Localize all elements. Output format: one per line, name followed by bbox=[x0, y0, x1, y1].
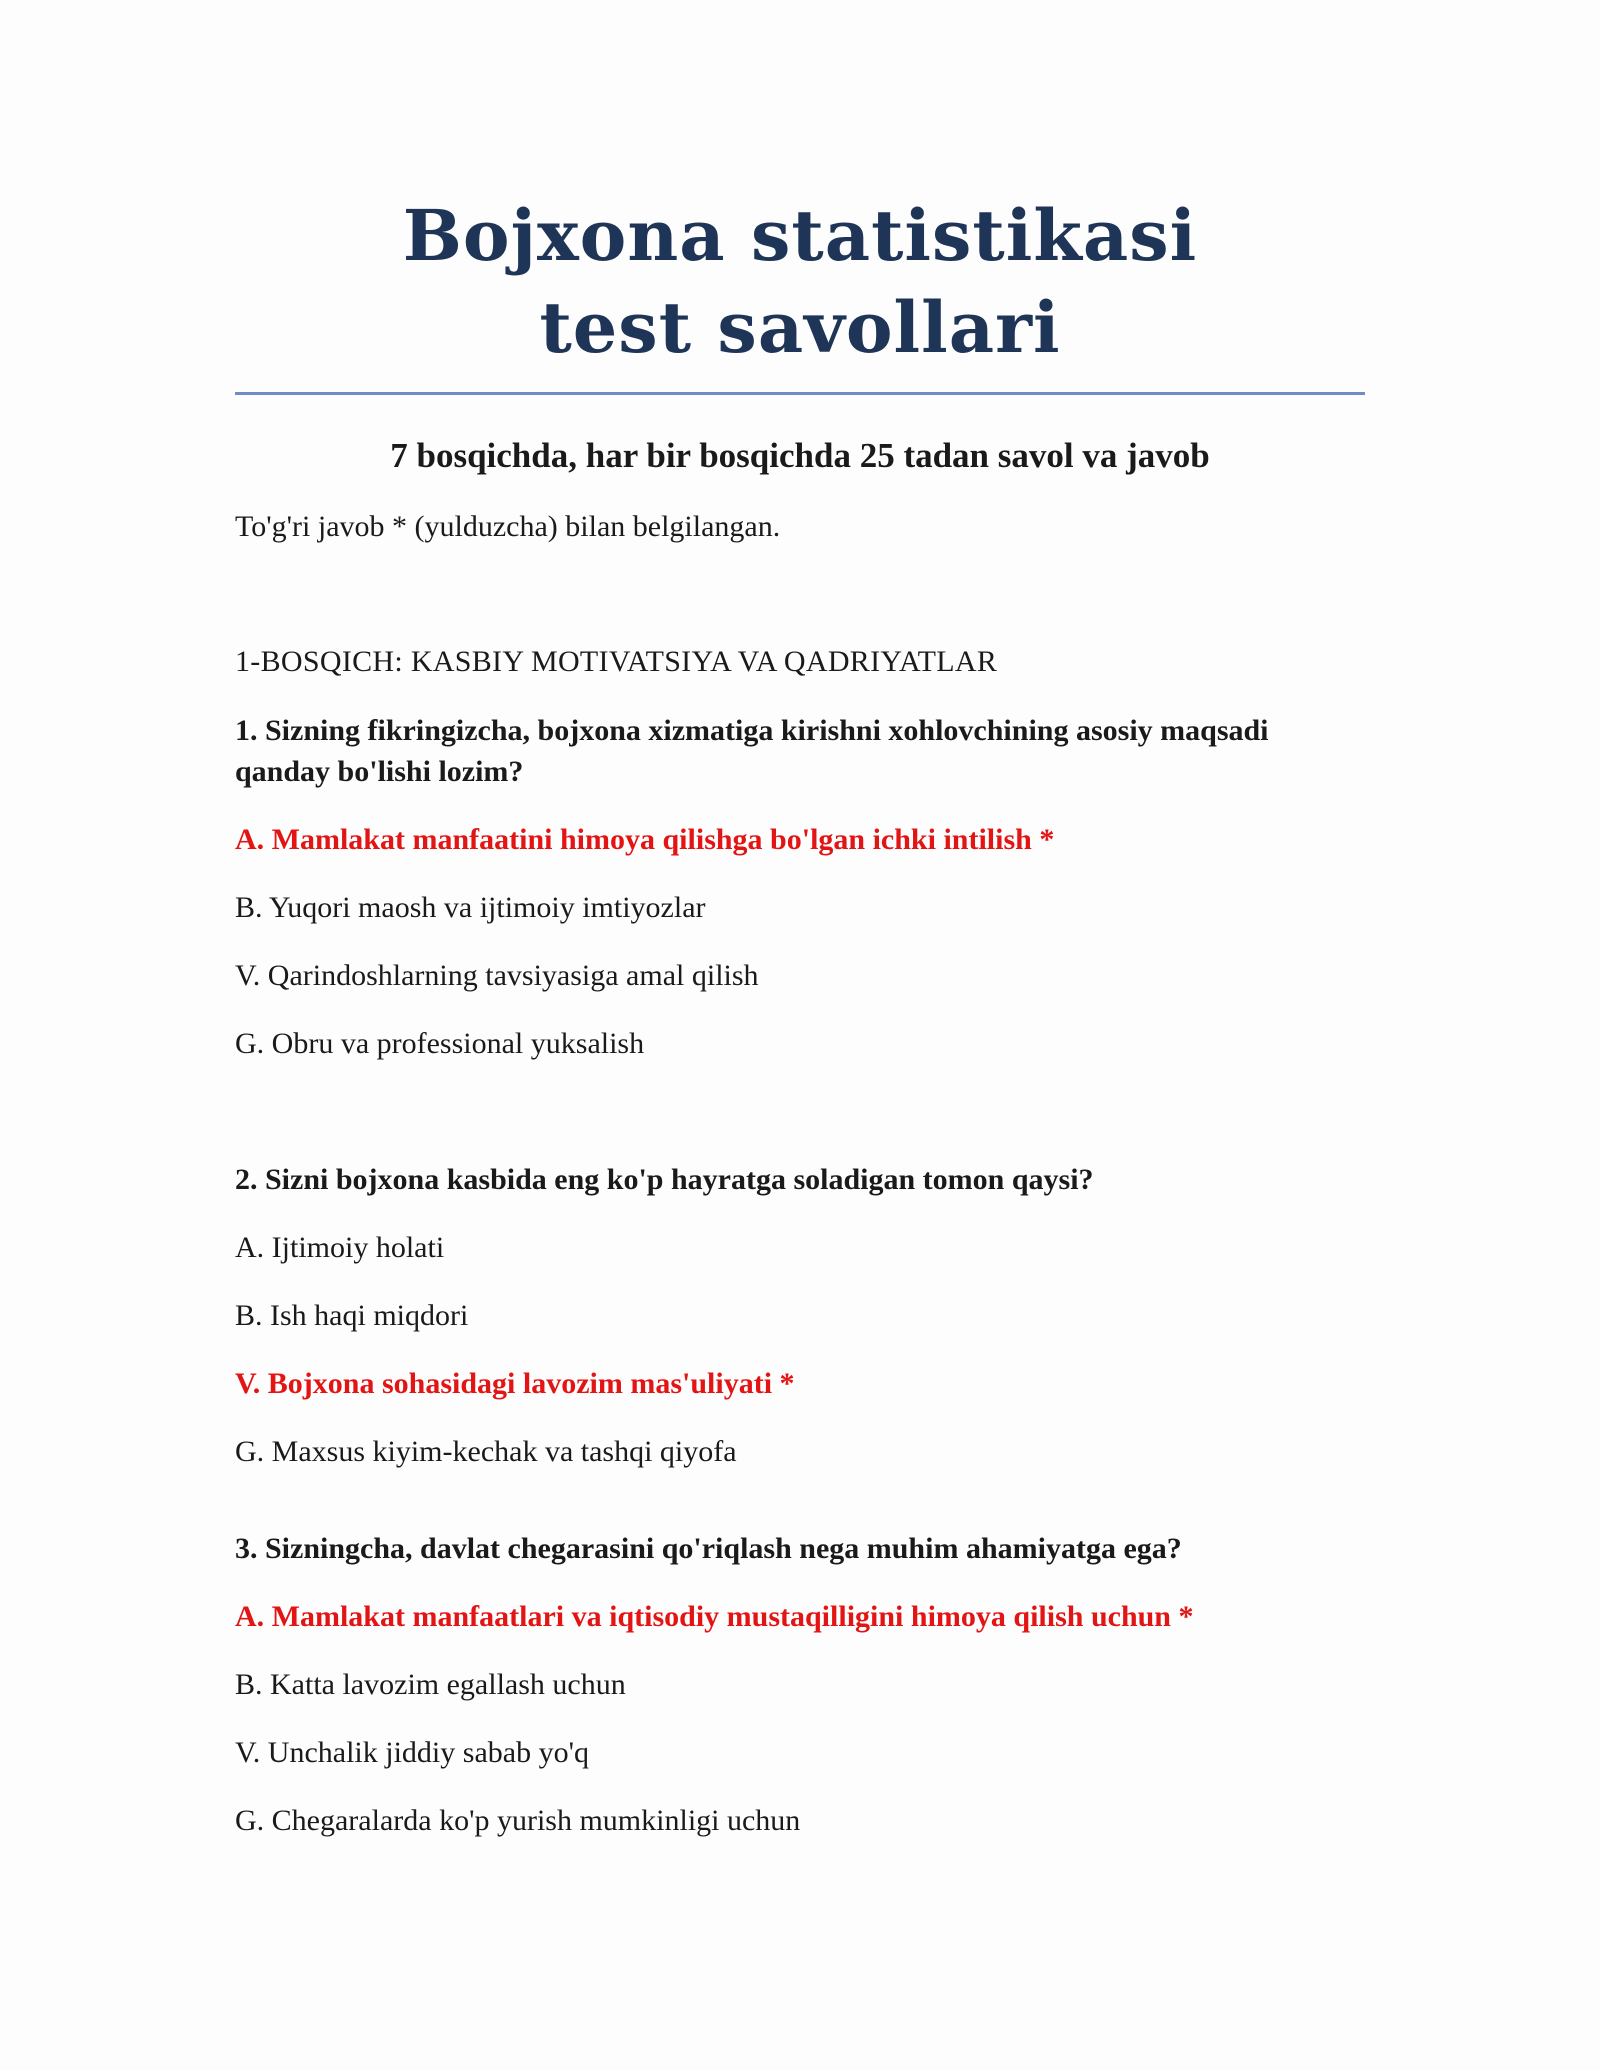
document-subtitle: 7 bosqichda, har bir bosqichda 25 tadan savol va javob bbox=[390, 436, 1210, 475]
answer-option: V. Qarindoshlarning tavsiyasiga amal qilish bbox=[235, 959, 759, 992]
answer-option-correct: V. Bojxona sohasidagi lavozim mas'uliyati * bbox=[235, 1367, 795, 1400]
document-title: Bojxona statistikasi test savollari bbox=[402, 194, 1198, 369]
answer-option-correct: A. Mamlakat manfaatlari va iqtisodiy mustaqilligini himoya qilish uchun * bbox=[235, 1600, 1194, 1633]
answer-key-note: To'g'ri javob * (yulduzcha) bilan belgilangan. bbox=[235, 510, 781, 543]
question-text: 3. Sizningcha, davlat chegarasini qo'riqlash nega muhim ahamiyatga ega? bbox=[235, 1532, 1182, 1565]
answer-option: G. Maxsus kiyim-kechak va tashqi qiyofa bbox=[235, 1435, 737, 1468]
answer-option: V. Unchalik jiddiy sabab yo'q bbox=[235, 1736, 589, 1769]
answer-option: B. Yuqori maosh va ijtimoiy imtiyozlar bbox=[235, 891, 706, 924]
document-page bbox=[235, 190, 1365, 1841]
question-text: 1. Sizning fikringizcha, bojxona xizmatiga kirishni xohlovchining asosiy maqsadi qanday bo'lishi lozim? bbox=[235, 714, 1269, 788]
title-divider bbox=[235, 392, 1365, 395]
answer-option: B. Katta lavozim egallash uchun bbox=[235, 1668, 626, 1701]
question-block-3 bbox=[235, 1528, 1365, 1841]
question-text: 2. Sizni bojxona kasbida eng ko'p hayratga soladigan tomon qaysi? bbox=[235, 1163, 1094, 1196]
answer-option-correct: A. Mamlakat manfaatini himoya qilishga bo'lgan ichki intilish * bbox=[235, 823, 1055, 856]
answer-option: G. Obru va professional yuksalish bbox=[235, 1027, 645, 1060]
answer-option: B. Ish haqi miqdori bbox=[235, 1299, 469, 1332]
section-heading: 1-BOSQICH: KASBIY MOTIVATSIYA VA QADRIYATLAR bbox=[235, 645, 998, 678]
answer-option: A. Ijtimoiy holati bbox=[235, 1231, 445, 1264]
question-block-2 bbox=[235, 1159, 1365, 1472]
answer-option: G. Chegaralarda ko'p yurish mumkinligi uchun bbox=[235, 1804, 801, 1837]
question-block-1 bbox=[235, 710, 1365, 1064]
